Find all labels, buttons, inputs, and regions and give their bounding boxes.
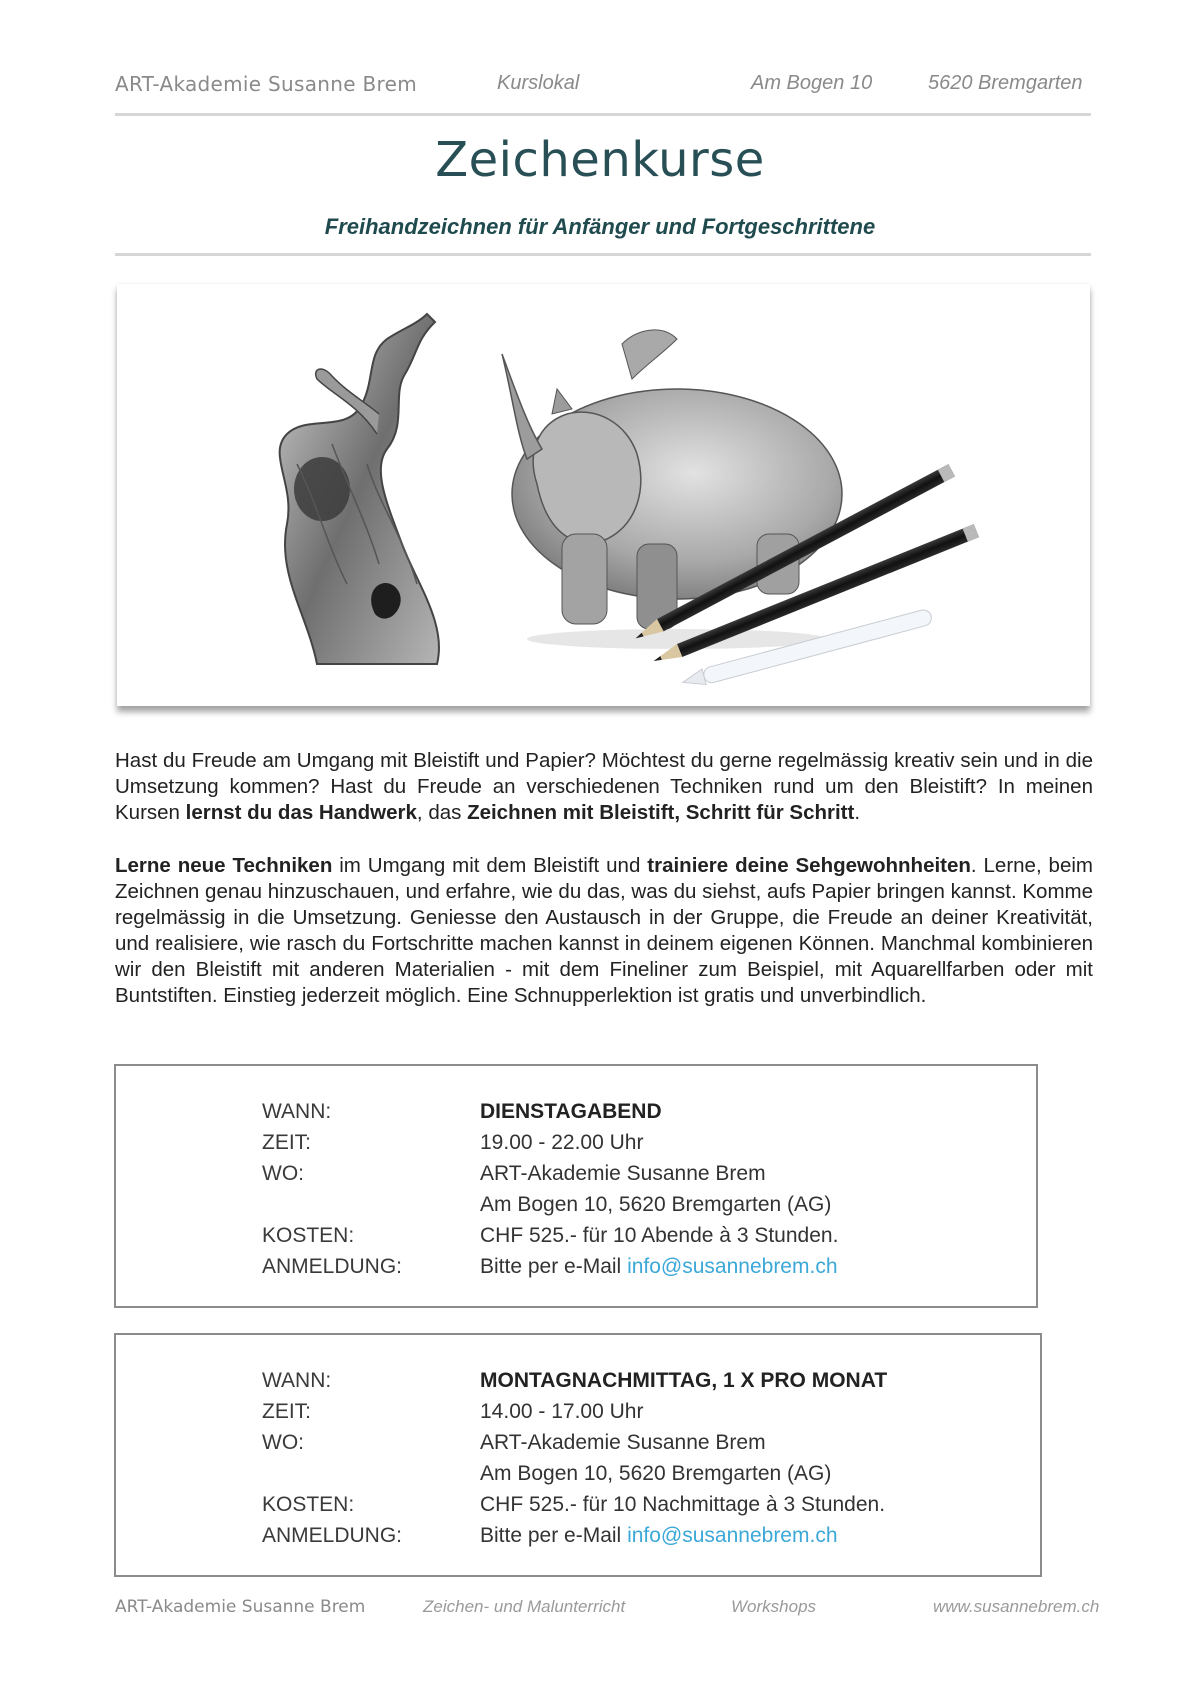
hero-illustration: [117, 284, 1090, 706]
page-subtitle: Freihandzeichnen für Anfänger und Fortgeschrittene: [324, 214, 876, 239]
course-box-2: [114, 1333, 1042, 1577]
intro-p1-segment-2: , das: [416, 801, 468, 824]
footer-brand: ART-Akademie Susanne Brem: [115, 1597, 366, 1617]
course-1-wo-line1: ART-Akademie Susanne Brem: [480, 1162, 766, 1185]
header-brand: ART-Akademie Susanne Brem: [115, 72, 418, 96]
hero-image: [117, 284, 1090, 706]
course-1-zeit: 19.00 - 22.00 Uhr: [480, 1131, 644, 1154]
course-2-wo-label: WO:: [262, 1431, 304, 1454]
intro-p2-segment-2: trainiere deine Sehgewohnheiten: [647, 854, 971, 877]
course-1-wann-label: WANN:: [262, 1100, 332, 1123]
course-1-kosten-label: KOSTEN:: [262, 1224, 355, 1247]
course-2-zeit-label: ZEIT:: [262, 1400, 312, 1423]
course-1-anmeldung: [480, 1255, 838, 1279]
intro-paragraph-1: [115, 748, 1093, 826]
intro-p2-segment-0: Lerne neue Techniken: [115, 854, 333, 877]
header-label: Kurslokal: [497, 72, 580, 94]
course-2-anmeldung: [480, 1524, 838, 1548]
course-2-kosten: CHF 525.- für 10 Nachmittage à 3 Stunden.: [480, 1493, 886, 1516]
course-1-wann: DIENSTAGABEND: [480, 1100, 662, 1123]
course-1-anmeldung-text: Bitte per e-Mail: [480, 1255, 628, 1278]
course-1-zeit-label: ZEIT:: [262, 1131, 312, 1154]
course-2-wo-line2: Am Bogen 10, 5620 Bremgarten (AG): [480, 1462, 832, 1485]
course-1-kosten: CHF 525.- für 10 Abende à 3 Stunden.: [480, 1224, 839, 1247]
course-2-wann-label: WANN:: [262, 1369, 332, 1392]
course-1-wo-line2: Am Bogen 10, 5620 Bremgarten (AG): [480, 1193, 832, 1216]
footer-item-unterricht: Zeichen- und Malunterricht: [423, 1597, 626, 1616]
intro-p2-segment-1: im Umgang mit dem Bleistift und: [332, 854, 648, 877]
intro-p1-segment-4: .: [854, 801, 861, 824]
footer-website-link[interactable]: www.susannebrem.ch: [933, 1597, 1100, 1616]
intro-p1-segment-3: Zeichnen mit Bleistift, Schritt für Schritt: [467, 801, 855, 824]
header-city: 5620 Bremgarten: [928, 72, 1083, 94]
header-divider: [115, 113, 1091, 116]
intro-p2-segment-3: . Lerne, beim Zeichnen genau hinzuschauen, und erfahre, wie du das, was du siehst, aufs Papier bringen kannst. Komme regelmässig in die Umsetzung. Geniesse den Austausch in der Gruppe, die Freude an deiner Kreativität, und realisiere, wie rasch du Fortschritte machen kannst in deinem eigenen Können. Manchmal kombinieren wir den Bleistift mit anderen Materialien - mit dem Fineliner zum Beispiel, mit Aquarellfarben oder mit Buntstiften. Einstieg jederzeit möglich. Eine Schnupperlektion ist gratis und unverbindlich.: [115, 854, 1093, 1007]
course-1-wo-label: WO:: [262, 1162, 304, 1185]
course-2-wo-line1: ART-Akademie Susanne Brem: [480, 1431, 766, 1454]
header-address: Am Bogen 10: [751, 72, 873, 94]
course-2-anmeldung-text: Bitte per e-Mail: [480, 1524, 628, 1547]
course-2-zeit: 14.00 - 17.00 Uhr: [480, 1400, 644, 1423]
page-title: Zeichenkurse: [435, 132, 765, 188]
footer-item-workshops: Workshops: [731, 1597, 817, 1616]
course-2-wann: MONTAGNACHMITTAG, 1 X PRO MONAT: [480, 1369, 888, 1392]
course-2-anmeldung-label: ANMELDUNG:: [262, 1524, 403, 1547]
course-1-email-link[interactable]: info@susannebrem.ch: [627, 1255, 838, 1278]
course-2-email-link[interactable]: info@susannebrem.ch: [627, 1524, 838, 1547]
course-2-kosten-label: KOSTEN:: [262, 1493, 355, 1516]
title-divider: [115, 253, 1091, 256]
tree-drawing: [280, 314, 439, 664]
intro-text: [115, 748, 1093, 1036]
intro-p1-segment-1: lernst du das Handwerk: [185, 801, 417, 824]
intro-p1-segment-0: Hast du Freude am Umgang mit Bleistift und Papier? Möchtest du gerne regelmässig kreativ sein und in die Umsetzung kommen? Hast du Freude an verschiedenen Techniken rund um den Bleistift? In meinen Kursen: [115, 749, 1093, 824]
course-box-1: [114, 1064, 1038, 1308]
intro-paragraph-2: [115, 853, 1093, 1009]
course-1-anmeldung-label: ANMELDUNG:: [262, 1255, 403, 1278]
